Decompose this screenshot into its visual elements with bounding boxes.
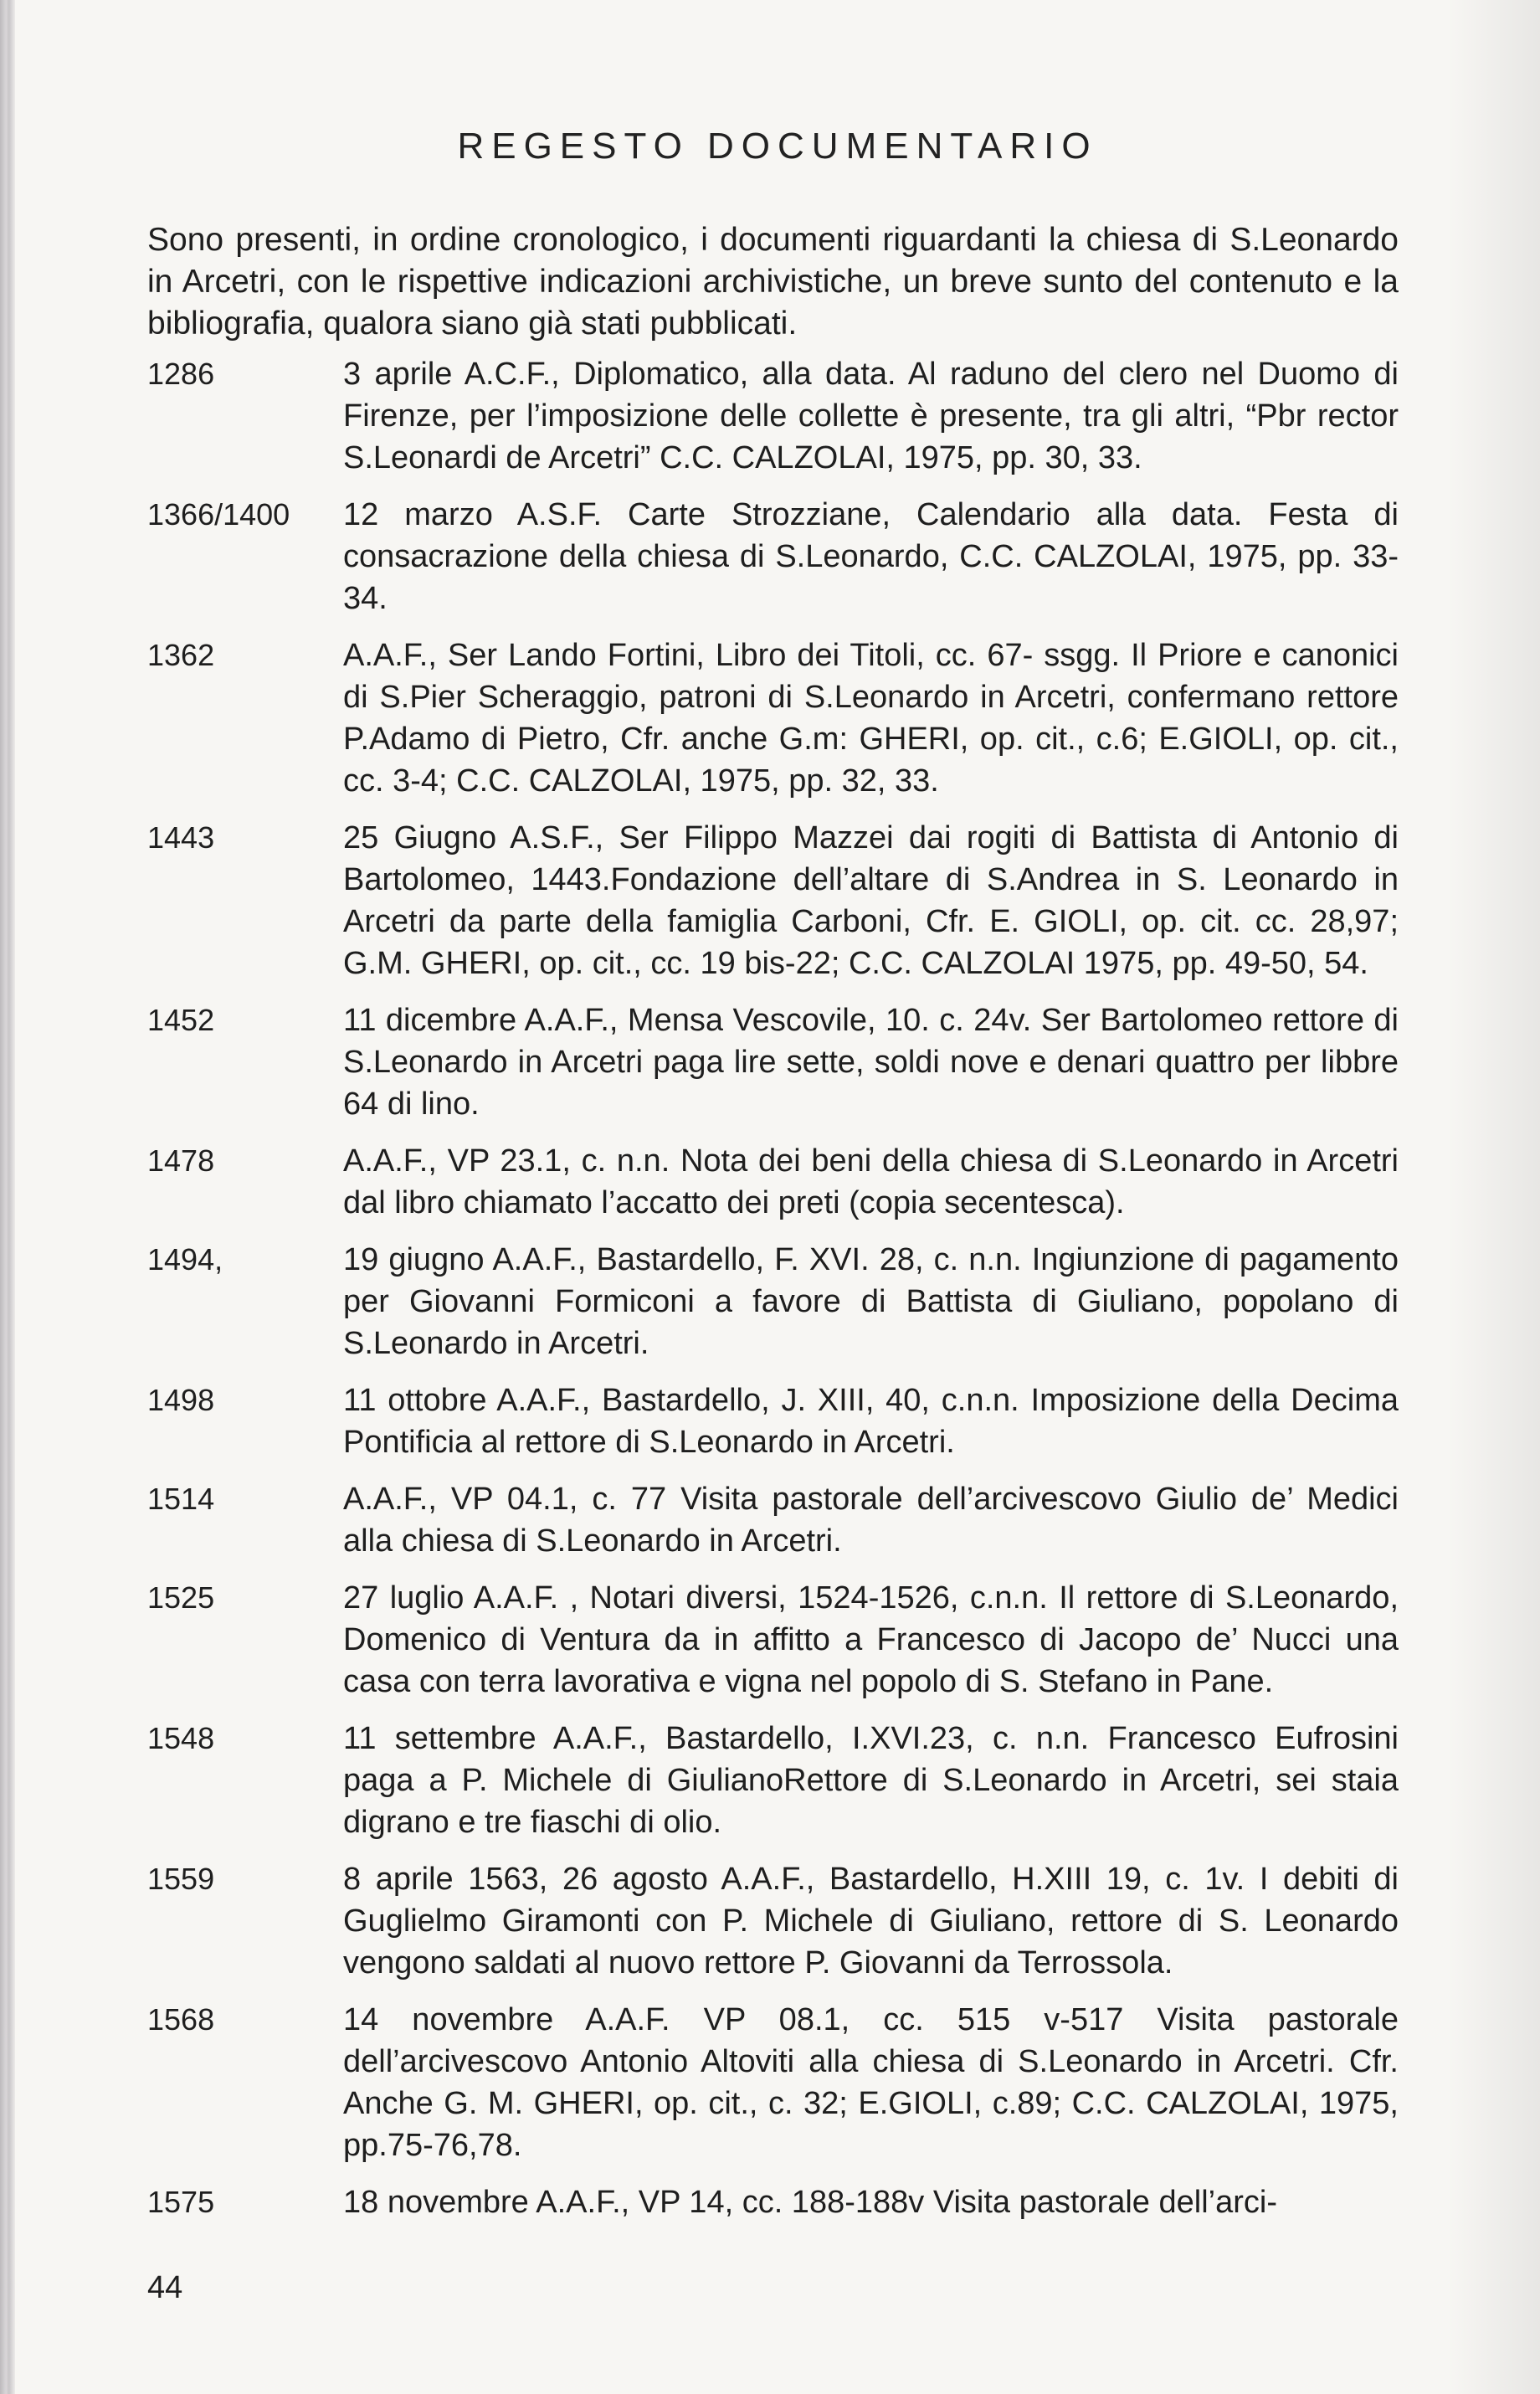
entries-list — [147, 353, 1399, 2238]
entry-text: 11 settembre A.A.F., Bastardello, I.XVI.23, c. n.n. Francesco Eufrosini paga a P. Michele di GiulianoRettore di S.Leonardo in Arcetri, sei staia digrano e tre fiaschi di olio. — [343, 1721, 1399, 1840]
entry-item — [147, 1140, 1399, 1224]
entry-text: 8 aprile 1563, 26 agosto A.A.F., Bastardello, H.XIII 19, c. 1v. I debiti di Guglielmo Giramonti con P. Michele di Giuliano, rettore di S. Leonardo vengono saldati al nuovo rettore P. Giovanni da Terrossola. — [343, 1862, 1399, 1980]
entry-item — [147, 1379, 1399, 1463]
entry-text: 18 novembre A.A.F., VP 14, cc. 188-188v Visita pastorale dell’arci- — [343, 2185, 1277, 2220]
entry-item — [147, 1718, 1399, 1843]
entry-year: 1514 — [147, 1482, 215, 1516]
entry-item — [147, 1999, 1399, 2166]
entry-year: 1443 — [147, 820, 215, 855]
entry-text: 11 dicembre A.A.F., Mensa Vescovile, 10. c. 24v. Ser Bartolomeo rettore di S.Leonardo in Arcetri paga lire sette, soldi nove e denari quattro per libbre 64 di lino. — [343, 1003, 1399, 1122]
entry-item — [147, 1478, 1399, 1562]
entry-item — [147, 999, 1399, 1125]
entry-item — [147, 494, 1399, 619]
entry-year: 1559 — [147, 1862, 215, 1896]
entry-text: 12 marzo A.S.F. Carte Strozziane, Calendario alla data. Festa di consacrazione della chiesa di S.Leonardo, C.C. CALZOLAI, 1975, pp. 33-34. — [343, 497, 1399, 616]
entry-item — [147, 2181, 1399, 2223]
entry-item — [147, 1239, 1399, 1364]
page-edge — [0, 0, 15, 2394]
entry-year: 1286 — [147, 357, 215, 391]
page-number: 44 — [147, 2270, 183, 2305]
entry-year: 1362 — [147, 638, 215, 672]
entry-year: 1498 — [147, 1383, 215, 1417]
document-page — [15, 0, 1540, 2394]
page-fold-shadow — [1448, 0, 1540, 2394]
entry-text: 14 novembre A.A.F. VP 08.1, cc. 515 v-517 Visita pastorale dell’arcivescovo Antonio Altoviti alla chiesa di S.Leonardo in Arcetri. Cfr. Anche G. M. GHERI, op. cit., c. 32; E.GIOLI, c.89; C.C. CALZOLAI, 1975, pp.75-76,78. — [343, 2002, 1399, 2163]
entry-text: 19 giugno A.A.F., Bastardello, F. XVI. 28, c. n.n. Ingiunzione di pagamento per Giovanni Formiconi a favore di Battista di Giuliano, popolano di S.Leonardo in Arcetri. — [343, 1242, 1399, 1361]
entry-text: 3 aprile A.C.F., Diplomatico, alla data. Al raduno del clero nel Duomo di Firenze, per l’imposizione delle collette è presente, tra gli altri, “Pbr rector S.Leonardi de Arcetri” C.C. CALZOLAI, 1975, pp. 30, 33. — [343, 357, 1399, 475]
entry-text: 25 Giugno A.S.F., Ser Filippo Mazzei dai rogiti di Battista di Antonio di Bartolomeo, 1443.Fondazione dell’altare di S.Andrea in S. Leonardo in Arcetri da parte della famiglia Carboni, Cfr. E. GIOLI, op. cit. cc. 28,97; G.M. GHERI, op. cit., cc. 19 bis-22; C.C. CALZOLAI 1975, pp. 49-50, 54. — [343, 820, 1399, 981]
entry-text: A.A.F., VP 04.1, c. 77 Visita pastorale dell’arcivescovo Giulio de’ Medici alla chiesa di S.Leonardo in Arcetri. — [343, 1482, 1399, 1559]
entry-item — [147, 634, 1399, 802]
entry-year: 1452 — [147, 1003, 215, 1037]
entry-year: 1494, — [147, 1242, 223, 1277]
entry-text: A.A.F., Ser Lando Fortini, Libro dei Titoli, cc. 67- ssgg. Il Priore e canonici di S.Pier Scheraggio, patroni di S.Leonardo in Arcetri, confermano rettore P.Adamo di Pietro, Cfr. anche G.m: GHERI, op. cit., c.6; E.GIOLI, op. cit., cc. 3-4; C.C. CALZOLAI, 1975, pp. 32, 33. — [343, 638, 1399, 799]
entry-item — [147, 1858, 1399, 1984]
entry-year: 1525 — [147, 1580, 215, 1615]
entry-item — [147, 817, 1399, 984]
entry-text: A.A.F., VP 23.1, c. n.n. Nota dei beni della chiesa di S.Leonardo in Arcetri dal libro chiamato l’accatto dei preti (copia secentesca). — [343, 1143, 1399, 1220]
entry-item — [147, 1577, 1399, 1703]
entry-text: 27 luglio A.A.F. , Notari diversi, 1524-1526, c.n.n. Il rettore di S.Leonardo, Domenico di Ventura da in affitto a Francesco di Jacopo de’ Nucci una casa con terra lavorativa e vigna nel popolo di S. Stefano in Pane. — [343, 1580, 1399, 1699]
entry-item — [147, 353, 1399, 479]
entry-year: 1366/1400 — [147, 497, 290, 532]
page-title: REGESTO DOCUMENTARIO — [457, 126, 1098, 167]
entry-year: 1548 — [147, 1721, 215, 1755]
intro-paragraph: Sono presenti, in ordine cronologico, i documenti riguardanti la chiesa di S.Leonardo in Arcetri, con le rispettive indicazioni archivistiche, un breve sunto del contenuto e la bibliografia, qualora siano già stati pubblicati. — [147, 222, 1399, 342]
entry-text: 11 ottobre A.A.F., Bastardello, J. XIII, 40, c.n.n. Imposizione della Decima Pontificia al rettore di S.Leonardo in Arcetri. — [343, 1383, 1399, 1460]
entry-year: 1568 — [147, 2002, 215, 2037]
entry-year: 1575 — [147, 2185, 215, 2219]
entry-year: 1478 — [147, 1143, 215, 1178]
